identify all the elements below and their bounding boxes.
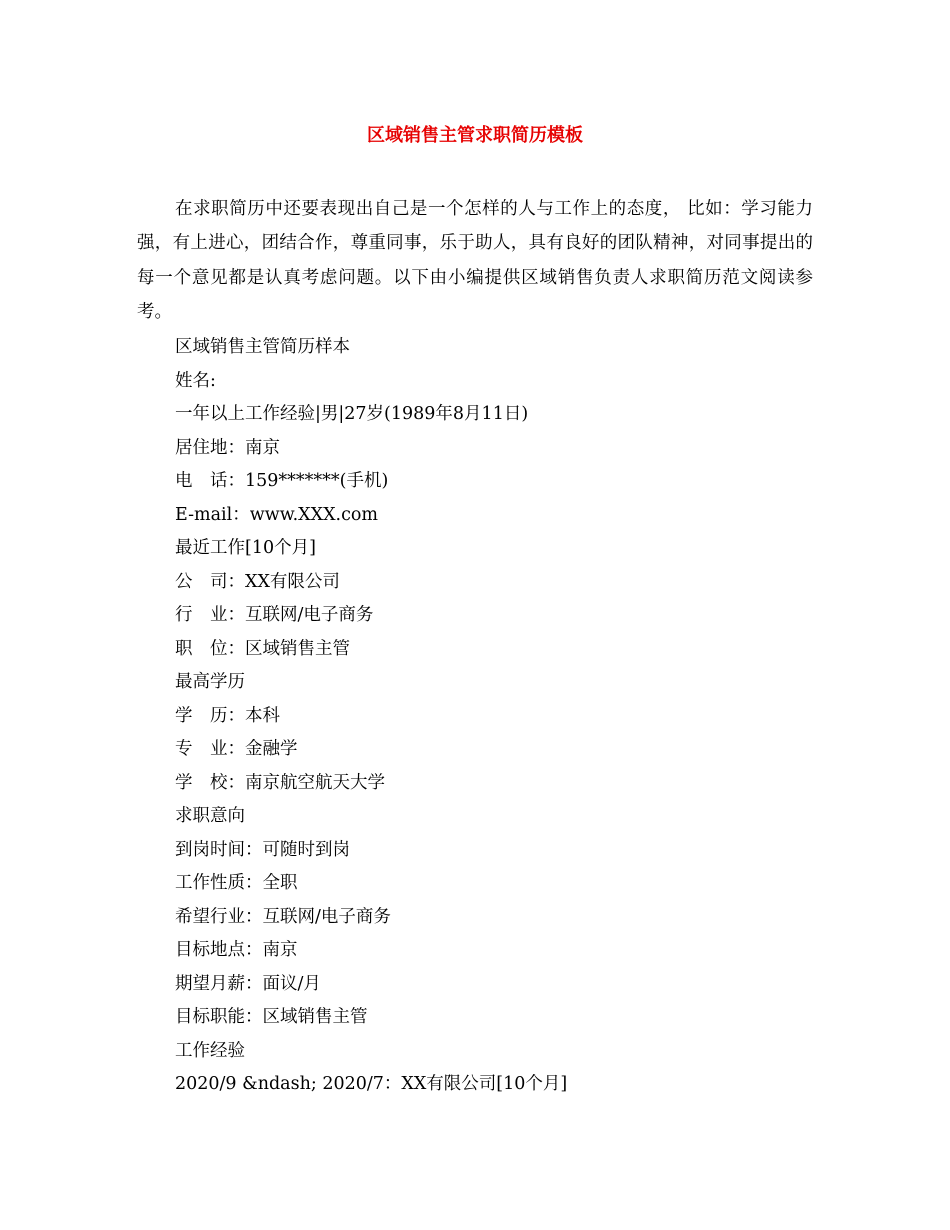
intro-paragraph: 在求职简历中还要表现出自己是一个怎样的人与工作上的态度， 比如：学习能力强，有上进心，团结合作，尊重同事，乐于助人，具有良好的团队精神，对同事提出的每一个意见都是认真考虑问题。以下由小编提供区域销售负责人求职简历范文阅读参考。 bbox=[137, 199, 813, 322]
resume-line: 求职意向 bbox=[175, 806, 245, 826]
resume-line: 到岗时间：可随时到岗 bbox=[175, 839, 350, 860]
resume-line: 目标职能：区域销售主管 bbox=[175, 1007, 368, 1027]
resume-line: 电 话：159*******(手机) bbox=[175, 471, 389, 491]
resume-line: 居住地：南京 bbox=[175, 437, 280, 458]
resume-line: 期望月薪：面议/月 bbox=[175, 973, 321, 994]
resume-line: 最高学历 bbox=[175, 672, 245, 692]
resume-line: 职 位：区域销售主管 bbox=[175, 638, 350, 659]
resume-line: 工作经验 bbox=[175, 1040, 245, 1061]
document-title: 区域销售主管求职简历模板 bbox=[367, 125, 583, 146]
resume-line: 工作性质：全职 bbox=[175, 873, 298, 893]
resume-line: 学 历：本科 bbox=[175, 705, 280, 726]
resume-line: 2020/9 &ndash; 2020/7：XX有限公司[10个月] bbox=[175, 1074, 568, 1094]
resume-line: 最近工作[10个月] bbox=[175, 538, 316, 558]
resume-line: E-mail：www.XXX.com bbox=[175, 504, 379, 525]
resume-line: 希望行业：互联网/电子商务 bbox=[175, 906, 391, 927]
resume-line: 目标地点：南京 bbox=[175, 940, 298, 960]
resume-line: 区域销售主管简历样本 bbox=[175, 337, 350, 357]
resume-line: 姓名: bbox=[175, 370, 216, 391]
resume-line: 一年以上工作经验|男|27岁(1989年8月11日) bbox=[175, 404, 529, 424]
resume-lines bbox=[175, 331, 825, 1102]
resume-line: 专 业：金融学 bbox=[175, 739, 298, 759]
resume-line: 学 校：南京航空航天大学 bbox=[175, 772, 385, 793]
resume-line: 公 司：XX有限公司 bbox=[175, 571, 340, 592]
resume-line: 行 业：互联网/电子商务 bbox=[175, 605, 374, 625]
